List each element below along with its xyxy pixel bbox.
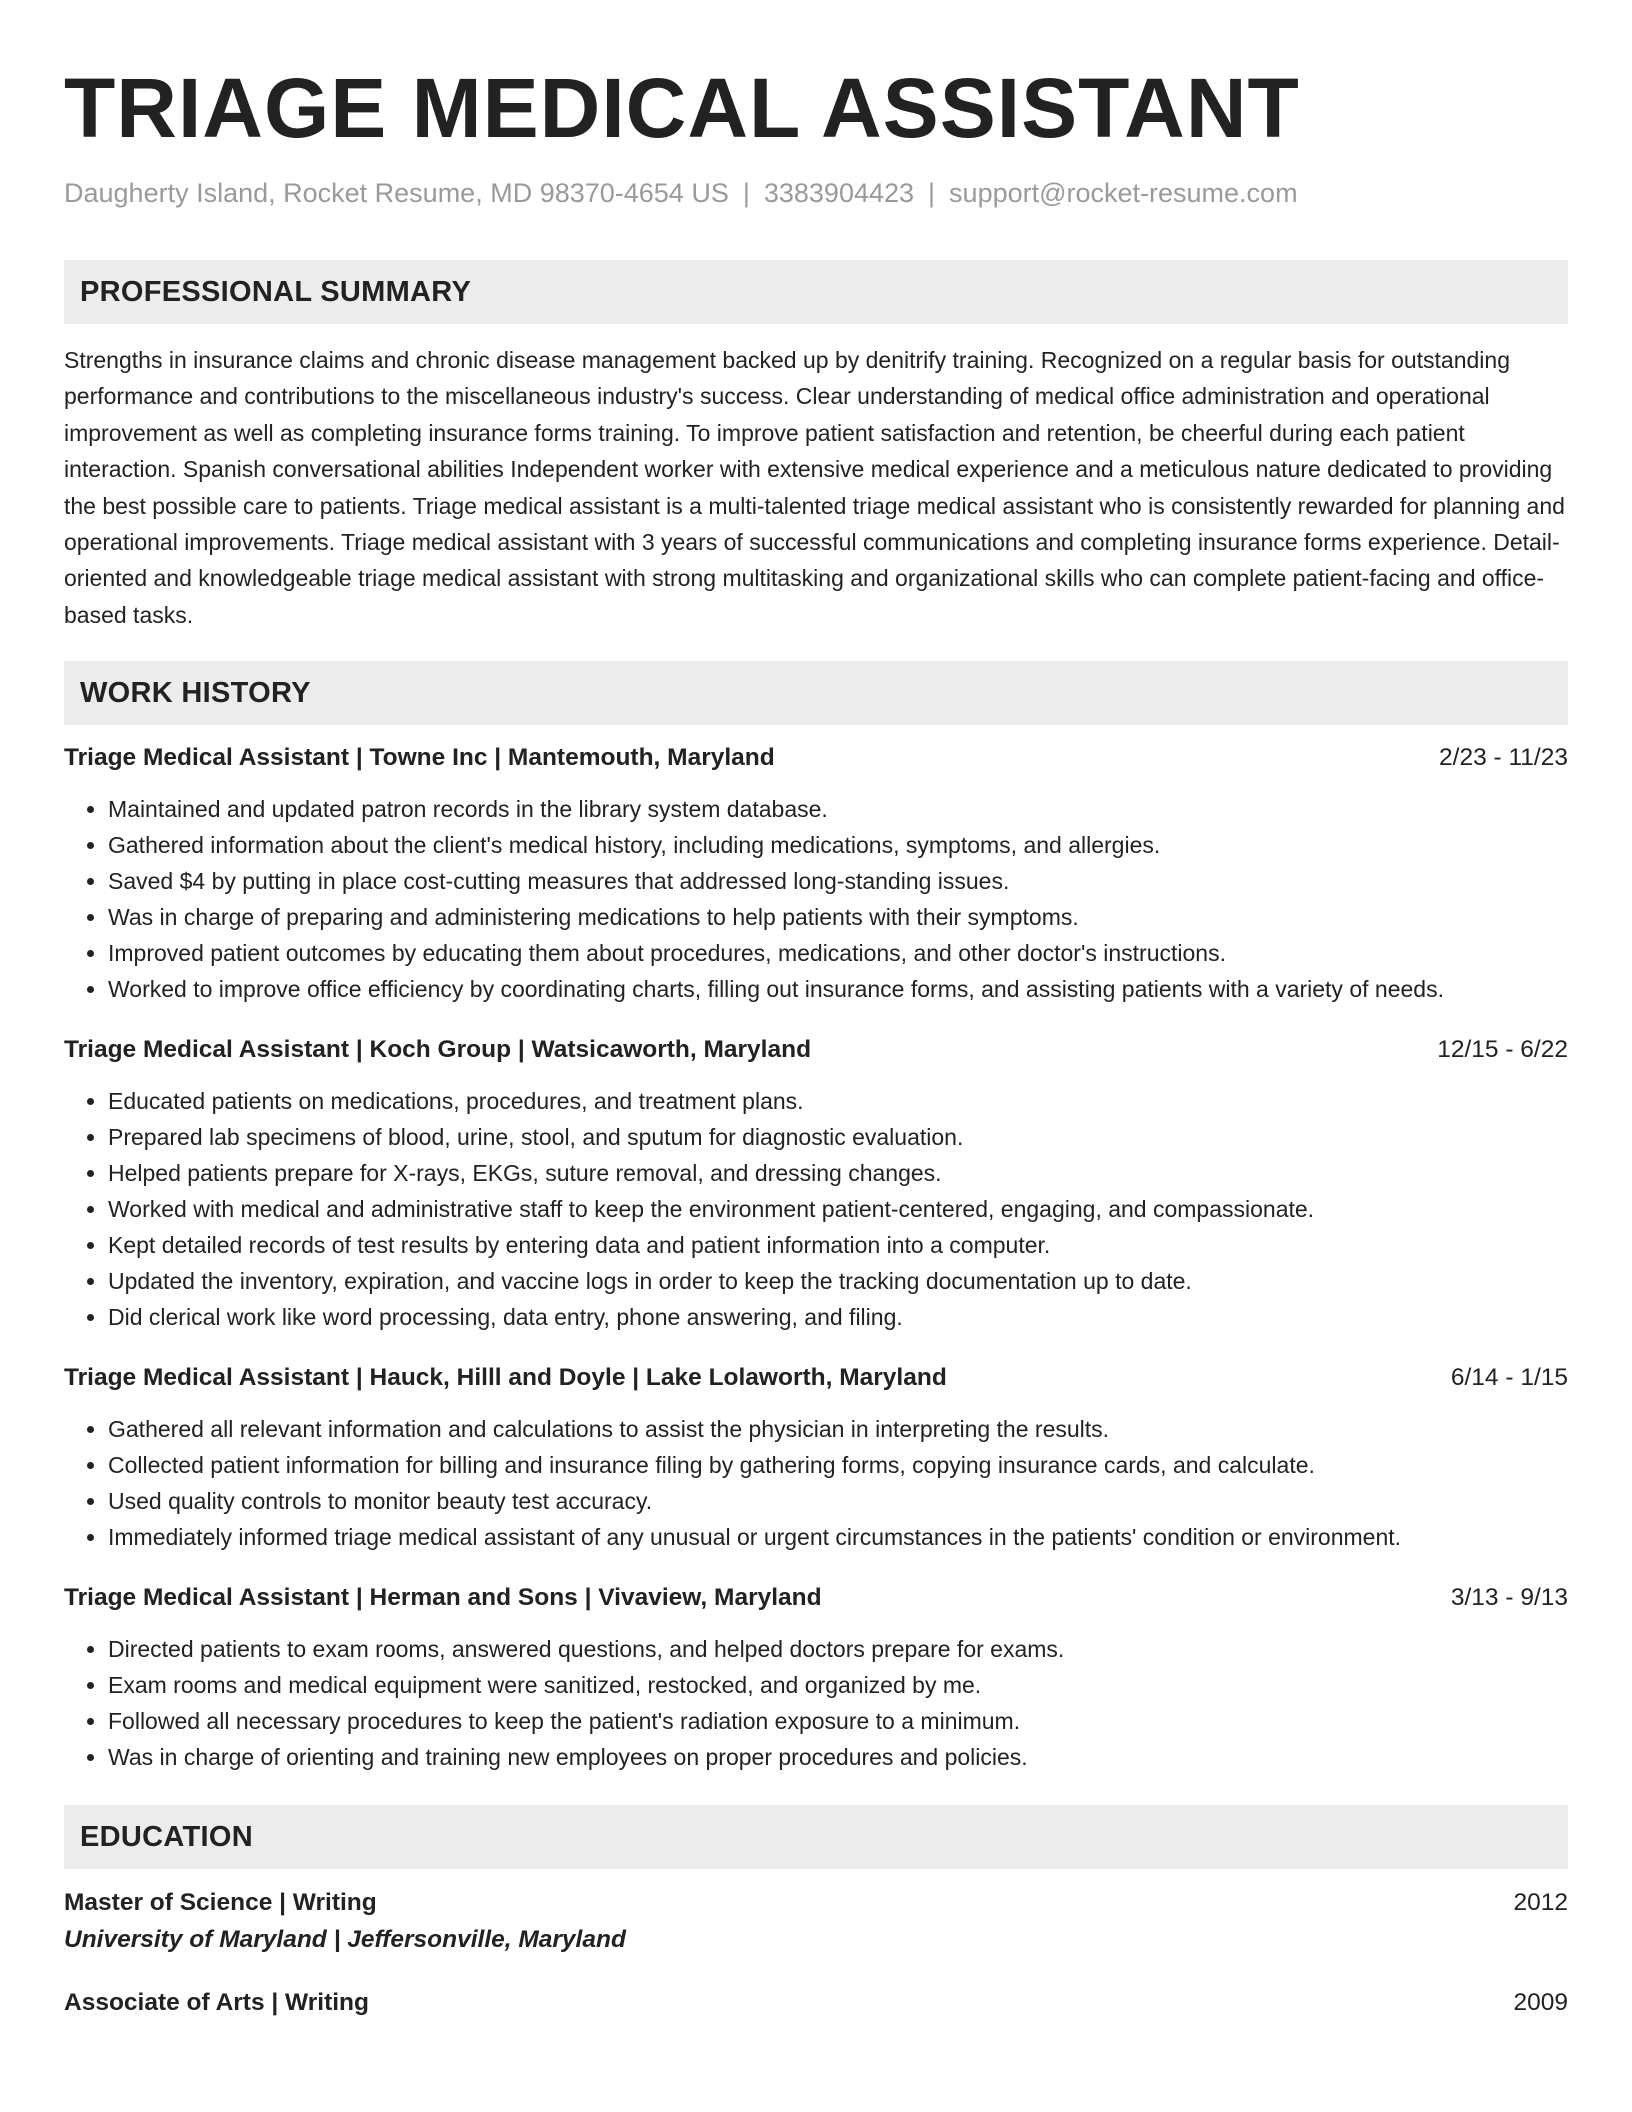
job-title: Triage Medical Assistant | Hauck, Hilll and Doyle | Lake Lolaworth, Maryland: [64, 1364, 947, 1392]
job-bullet: • Worked with medical and administrative staff to keep the environment patient-centered, engaging, and compassionate.: [108, 1191, 1568, 1227]
job-bullet: • Used quality controls to monitor beauty test accuracy.: [108, 1483, 1568, 1519]
job-bullet: • Maintained and updated patron records in the library system database.: [108, 791, 1568, 827]
job-bullet-list: [64, 1083, 1568, 1335]
education-section-header: [64, 1805, 1568, 1869]
job-dates: 6/14 - 1/15: [1450, 1364, 1568, 1392]
job-entry: [64, 1033, 1568, 1335]
job-bullet: • Did clerical work like word processing, data entry, phone answering, and filing.: [108, 1299, 1568, 1335]
job-bullet: • Was in charge of orienting and training new employees on proper procedures and policies.: [108, 1739, 1568, 1775]
job-title: Triage Medical Assistant | Koch Group | Watsicaworth, Maryland: [64, 1036, 812, 1064]
education-section-title: EDUCATION: [80, 1820, 253, 1853]
job-header: [64, 1033, 1568, 1067]
contact-phone: 3383904423: [763, 178, 915, 208]
job-entry: [64, 1361, 1568, 1555]
job-bullet: • Gathered information about the client's medical history, including medications, symptoms, and allergies.: [108, 827, 1568, 863]
candidate-name: TRIAGE MEDICAL ASSISTANT: [64, 61, 1300, 155]
job-bullet: • Gathered all relevant information and calculations to assist the physician in interpreting the results.: [108, 1411, 1568, 1447]
contact-separator: |: [742, 178, 750, 208]
job-bullet: • Prepared lab specimens of blood, urine, stool, and sputum for diagnostic evaluation.: [108, 1119, 1568, 1155]
job-dates: 12/15 - 6/22: [1437, 1036, 1568, 1064]
job-bullet: • Updated the inventory, expiration, and vaccine logs in order to keep the tracking documentation up to date.: [108, 1263, 1568, 1299]
job-bullet: • Directed patients to exam rooms, answered questions, and helped doctors prepare for exams.: [108, 1631, 1568, 1667]
education-entry: [64, 1985, 1568, 2021]
contact-line: [64, 176, 1568, 210]
job-header: [64, 1581, 1568, 1615]
education-year: 2012: [1513, 1889, 1568, 1917]
education-degree: Associate of Arts | Writing: [64, 1989, 369, 2017]
job-bullet: • Saved $4 by putting in place cost-cutting measures that addressed long-standing issues.: [108, 863, 1568, 899]
job-title: Triage Medical Assistant | Towne Inc | Mantemouth, Maryland: [64, 744, 775, 772]
job-entry: [64, 1581, 1568, 1775]
work-section-title: WORK HISTORY: [80, 676, 311, 709]
job-bullet: • Improved patient outcomes by educating them about procedures, medications, and other doctor's instructions.: [108, 935, 1568, 971]
job-bullet: • Kept detailed records of test results by entering data and patient information into a computer.: [108, 1227, 1568, 1263]
education-year: 2009: [1513, 1989, 1568, 2017]
summary-section-title: PROFESSIONAL SUMMARY: [80, 275, 472, 308]
job-title: Triage Medical Assistant | Herman and Sons | Vivaview, Maryland: [64, 1584, 822, 1612]
contact-separator: |: [928, 178, 936, 208]
job-bullet: • Helped patients prepare for X-rays, EKGs, suture removal, and dressing changes.: [108, 1155, 1568, 1191]
job-bullet-list: [64, 1411, 1568, 1555]
education-entry: [64, 1885, 1568, 1959]
education-header: [64, 1885, 1568, 1921]
summary-text: Strengths in insurance claims and chronic disease management backed up by denitrify training. Recognized on a regular basis for outstanding performance and contributions to the miscellaneous industry's success. Clear understanding of medical office administration and operational improvement as well as completing insurance forms training. To improve patient satisfaction and retention, be cheerful during each patient interaction. Spanish conversational abilities Independent worker with extensive medical experience and a meticulous nature dedicated to providing the best possible care to patients. Triage medical assistant is a multi-talented triage medical assistant who is consistently rewarded for planning and operational improvements. Triage medical assistant with 3 years of successful communications and completing insurance forms experience. Detail-oriented and knowledgeable triage medical assistant with strong multitasking and organizational skills who can complete patient-facing and office-based tasks.: [64, 347, 1565, 628]
work-history-list: [64, 741, 1568, 1775]
job-bullet: • Followed all necessary procedures to keep the patient's radiation exposure to a minimum.: [108, 1703, 1568, 1739]
job-bullet: • Exam rooms and medical equipment were sanitized, restocked, and organized by me.: [108, 1667, 1568, 1703]
work-section-header: [64, 661, 1568, 725]
education-header: [64, 1985, 1568, 2021]
job-bullet: • Was in charge of preparing and administering medications to help patients with their symptoms.: [108, 899, 1568, 935]
job-bullet-list: [64, 1631, 1568, 1775]
job-dates: 2/23 - 11/23: [1439, 744, 1568, 772]
education-school: University of Maryland | Jeffersonville, Maryland: [64, 1926, 626, 1954]
education-degree: Master of Science | Writing: [64, 1889, 377, 1917]
job-header: [64, 741, 1568, 775]
job-bullet: • Immediately informed triage medical assistant of any unusual or urgent circumstances in the patients' condition or environment.: [108, 1519, 1568, 1555]
job-bullet-list: [64, 791, 1568, 1007]
job-entry: [64, 741, 1568, 1007]
job-dates: 3/13 - 9/13: [1450, 1584, 1568, 1612]
education-list: [64, 1885, 1568, 2021]
contact-email: support@rocket-resume.com: [949, 178, 1298, 208]
job-bullet: • Collected patient information for billing and insurance filing by gathering forms, copying insurance cards, and calculate.: [108, 1447, 1568, 1483]
job-header: [64, 1361, 1568, 1395]
contact-address: Daugherty Island, Rocket Resume, MD 98370-4654 US: [64, 178, 729, 208]
job-bullet: • Worked to improve office efficiency by coordinating charts, filling out insurance forms, and assisting patients with a variety of needs.: [108, 971, 1568, 1007]
summary-section-header: [64, 260, 1568, 324]
job-bullet: • Educated patients on medications, procedures, and treatment plans.: [108, 1083, 1568, 1119]
